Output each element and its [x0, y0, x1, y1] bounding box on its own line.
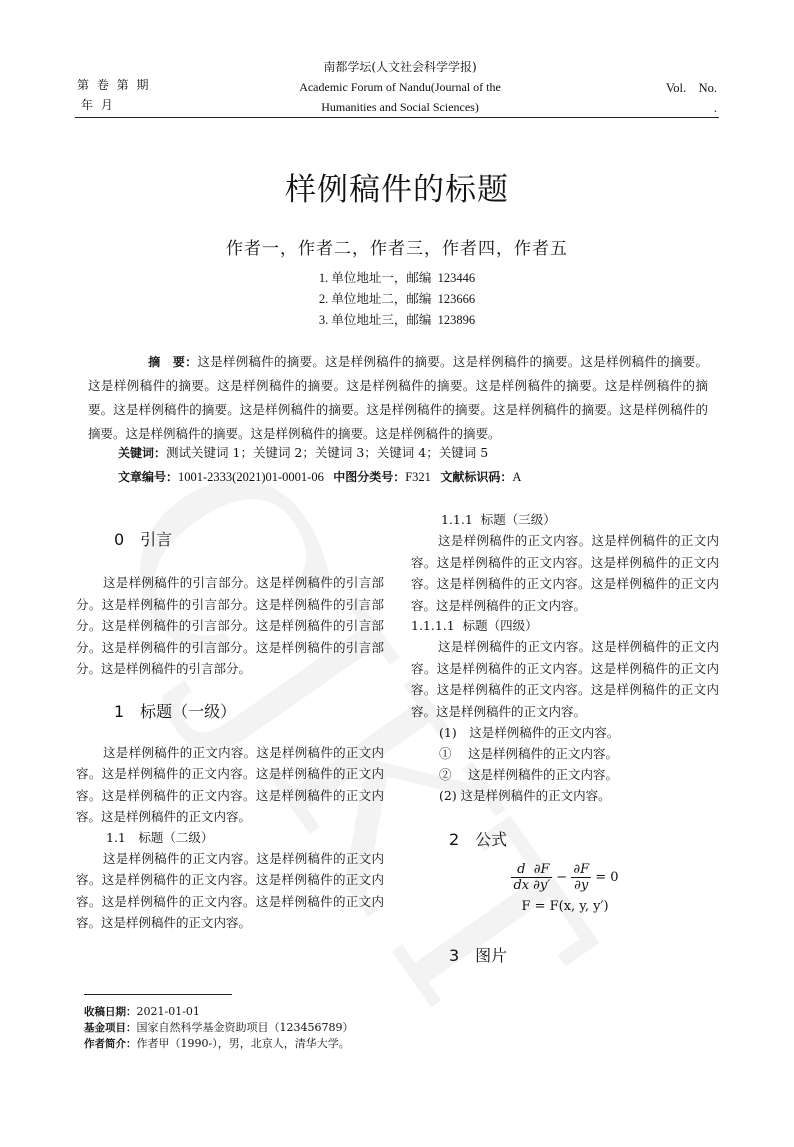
keywords-label: 关键词： [118, 446, 167, 460]
affiliation-1: 1. 单位地址一，邮编 123446 [318, 271, 476, 285]
affiliation-3: 3. 单位地址三，邮编 123896 [318, 313, 476, 327]
class-no: F321 [405, 470, 431, 484]
section-1-body: 这是样例稿件的正文内容。这是样例稿件的正文内容。这是样例稿件的正文内容。这是样例稿件的正文内容。这是样例稿件的正文内容。这是样例稿件的正文内容。这是样例稿件的正文内容。 [76, 744, 384, 824]
abstract-label: 摘 要： [148, 355, 198, 369]
received-date: 收稿日期：2021-01-01 [84, 1005, 200, 1018]
abstract-text: 这是样例稿件的摘要。这是样例稿件的摘要。这是样例稿件的摘要。这是样例稿件的摘要。这是样例稿件的摘要。这是样例稿件的摘要。这是样例稿件的摘要。这是样例稿件的摘要。这是样例稿件的摘要。这是样例稿件的摘要。这是样例稿件的摘要。这是样例稿件的摘要。这是样例稿件的摘要。这是样例稿件的摘要。这是样例稿件的摘要。这是样例稿件的摘要。这是样例稿件的摘要。 [88, 354, 708, 441]
equation-block [500, 862, 630, 914]
section-1-1-1-body: 这是样例稿件的正文内容。这是样例稿件的正文内容。这是样例稿件的正文内容。这是样例稿件的正文内容。这是样例稿件的正文内容。这是样例稿件的正文内容。这是样例稿件的正文内容。 [411, 533, 719, 613]
left-column [76, 528, 384, 934]
footnotes [84, 1004, 354, 1052]
footnote-rule [84, 994, 232, 995]
volume-number: Vol. No. [665, 81, 717, 95]
article-no: 1001-2333(2021)01-0001-06 [178, 470, 324, 484]
section-1-1-heading: 1.1 标题（二级） [106, 829, 214, 845]
class-no-label: 中图分类号： [333, 470, 406, 484]
issue-volume: 第 卷 第 期 [77, 78, 151, 92]
article-no-label: 文章编号： [118, 470, 179, 484]
list-item: (2) 这是样例稿件的正文内容。 [439, 788, 611, 803]
section-1-1-1-heading: 1.1.1 标题（三级） [441, 512, 556, 527]
issue-date: 年 月 [81, 98, 115, 112]
section-1-1-body: 这是样例稿件的正文内容。这是样例稿件的正文内容。这是样例稿件的正文内容。这是样例稿件的正文内容。这是样例稿件的正文内容。这是样例稿件的正文内容。这是样例稿件的正文内容。 [76, 850, 384, 930]
doc-code: A [512, 470, 522, 484]
fraction-d-dx: $\frac{d}{dx}$ [513, 862, 530, 893]
section-0-heading: 0 引言 [114, 530, 173, 549]
section-2-heading: 2 公式 [449, 830, 508, 849]
fraction-dF-dy: $\frac{\partial F}{\partial y}$ [573, 862, 590, 893]
volume-dot: . [713, 101, 717, 115]
keywords-text: 测试关键词 1；关键词 2；关键词 3；关键词 4；关键词 5 [166, 445, 489, 460]
fund-info: 基金项目：国家自然科学基金资助项目（123456789） [84, 1021, 354, 1034]
journal-name-en-1: Academic Forum of Nandu(Journal of the [299, 80, 501, 94]
doc-code-label: 文献标识码： [440, 470, 513, 484]
journal-name-en-2: Humanities and Social Sciences) [321, 100, 479, 114]
section-1-heading: 1 标题（一级） [114, 701, 237, 721]
author-list: 作者一，作者二，作者三，作者四，作者五 [226, 239, 568, 259]
fraction-dF-dyprime: $\frac{\partial F}{\partial y'}$ [533, 862, 551, 893]
affiliation-2: 2. 单位地址二，邮编 123666 [318, 292, 476, 306]
paper-title: 样例稿件的标题 [285, 172, 509, 208]
list-item: (1) 这是样例稿件的正文内容。 [439, 725, 620, 740]
equation-1: $\frac{d}{dx}$ $\frac{\partial F}{\partial y'}$ − $\frac{\partial F}{\partial y}$ = 0 [513, 862, 619, 893]
author-bio: 作者简介：作者甲（1990-），男，北京人，清华大学。 [84, 1037, 350, 1050]
section-1-1-1-1-body: 这是样例稿件的正文内容。这是样例稿件的正文内容。这是样例稿件的正文内容。这是样例稿件的正文内容。这是样例稿件的正文内容。这是样例稿件的正文内容。这是样例稿件的正文内容。 [411, 639, 719, 719]
section-0-body: 这是样例稿件的引言部分。这是样例稿件的引言部分。这是样例稿件的引言部分。这是样例稿件的引言部分。这是样例稿件的引言部分。这是样例稿件的引言部分。这是样例稿件的引言部分。这是样例稿件的引言部分。这是样例稿件的引言部分。 [76, 575, 384, 676]
section-1-1-1-1-heading: 1.1.1.1 标题（四级） [411, 618, 538, 633]
list-item: ② 这是样例稿件的正文内容。 [439, 767, 618, 782]
section-3-heading: 3 图片 [449, 946, 508, 965]
list-item: ① 这是样例稿件的正文内容。 [439, 746, 618, 761]
equation-2: F = F(x, y, y′) [521, 899, 609, 914]
right-column [411, 510, 719, 852]
journal-name-cn: 南都学坛(人文社会科学学报) [323, 60, 477, 74]
